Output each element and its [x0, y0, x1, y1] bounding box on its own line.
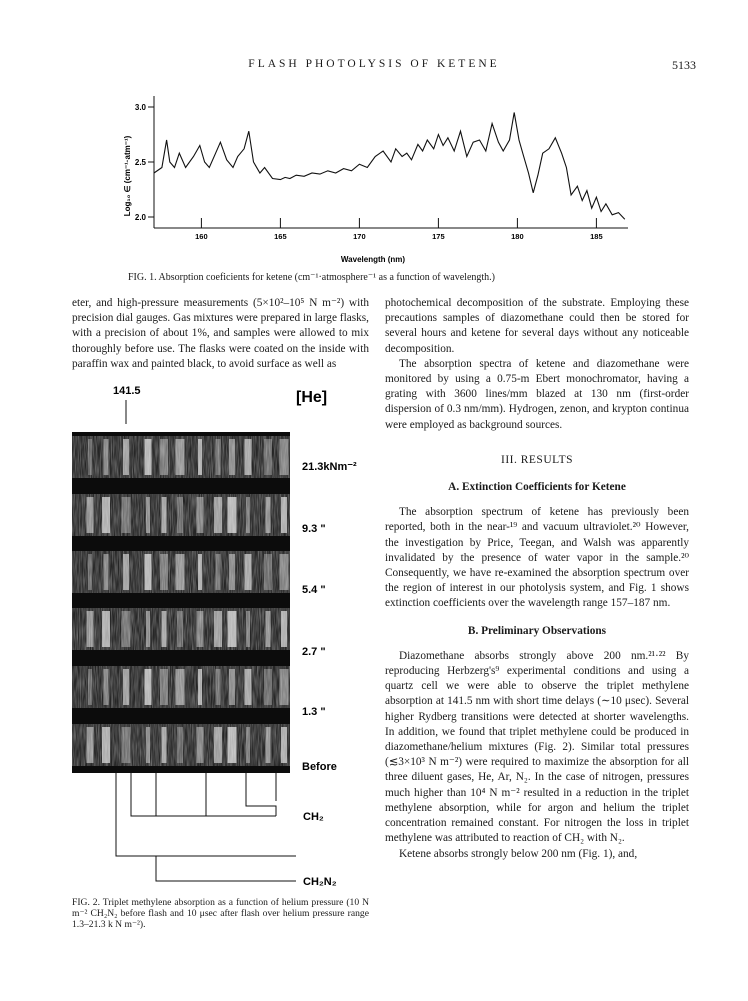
y-tick-label: 2.5	[134, 158, 146, 167]
x-tick-label: 185	[590, 232, 603, 241]
wavelength-label: 141.5	[113, 385, 141, 397]
spectrum-strip	[72, 436, 290, 478]
figure-1-chart	[118, 86, 638, 266]
running-header	[0, 58, 748, 74]
x-tick-label: 165	[274, 232, 287, 241]
spectrum-strip	[72, 551, 290, 593]
figure-2-spectrogram	[66, 376, 376, 891]
y-axis-label: Log₁₀ ∈ (cm⁻¹·atm⁻¹)	[123, 135, 132, 217]
section-title: III. RESULTS	[500, 453, 574, 466]
x-tick-label: 160	[195, 232, 208, 241]
right-paragraph-3: The absorption spectrum of ketene has previously been reported, both in the near-¹⁹ and vacuum ultraviolet.²⁰ However, the investigation by Price, Teegan, and Walsh was apparently invalidated by the presence of water vapor in the sample.²⁰ Consequently, we have re-examined the absorption spectrum over the region of interest in our photolysis system, and Fig. 1 shows extinction coefficients over the wavelength range 157–187 nm.	[385, 506, 689, 610]
spectrogram-plate	[72, 432, 290, 773]
pressure-label: 21.3kNm⁻²	[302, 461, 357, 473]
left-paragraph-1: eter, and high-pressure measurements (5×10²–10⁵ N m⁻²) with precision dial gauges. Gas mixtures were prepared in large flasks, with a precision of about 1%, and samples were allowed to mix thoroughly before use. The flasks were coated on the inside with paraffin wax and painted black, to avoid surface as well as	[72, 297, 369, 370]
ch2-label: CH₂	[303, 811, 324, 823]
x-tick-label: 175	[432, 232, 445, 241]
page-number: 5133	[672, 58, 696, 72]
plate-background	[72, 432, 290, 773]
right-paragraph-4: Diazomethane absorbs strongly above 200 nm.²¹·²² By reproducing Herbzerg's⁹ experimental conditions and using a quartz cell we were able to observe the triplet methylene absorption at 141.5 nm with short time delays (∼10 μsec). Several higher Rydberg transitions were detected at shorter wavelengths. In addition, we found that triplet methylene could be produced in diazomethane/helium mixtures (Fig. 2). Similar total pressures (≲3×10³ N m⁻²) were required to maximize the absorption for all three diluent gases, He, Ar, N₂. In the case of nitrogen, pressures much higher than 10⁴ N m⁻² resulted in a reduction in the triplet methylene absorption, while for argon and helium the triplet concentration remained constant. For nitrogen the loss in triplet methylene was attributed to reaction of CH₂ with N₂.	[385, 649, 689, 845]
spectrum-strip	[72, 666, 290, 708]
chart-ticks	[135, 103, 603, 241]
figure-2-caption: FIG. 2. Triplet methylene absorption as a function of helium pressure (10 N m⁻² CH₂N₂ before flash and 10 μsec after flash over helium pressure range 1.3–21.3 k N m⁻²).	[72, 897, 369, 930]
spectrum-strip	[72, 608, 290, 650]
subsection-a-title: A. Extinction Coefficients for Ketene	[448, 481, 626, 494]
ch2n2-label: CH₂N₂	[303, 876, 337, 888]
absorption-spectrum-line	[154, 113, 625, 220]
pressure-label: 1.3 "	[302, 706, 326, 718]
pressure-label: 5.4 "	[302, 584, 326, 596]
figure-1-caption: FIG. 1. Absorption coeficients for ketene (cm⁻¹·atmosphere⁻¹ as a function of wavelength.)	[128, 272, 495, 283]
left-column	[72, 296, 369, 372]
pressure-label: Before	[302, 761, 337, 773]
spectrum-strip	[72, 724, 290, 766]
pressure-header: [He]	[296, 389, 328, 406]
right-paragraph-2: The absorption spectra of ketene and diazomethane were monitored by using a 0.75-m Ebert monochromator, having a grating with 3600 lines/mm blazed at 130 nm (first-order dispersion of 0.3 nm/mm). Hydrogen, zenon, and krypton continua were employed as background sources.	[385, 357, 689, 431]
x-tick-label: 180	[511, 232, 524, 241]
right-column	[385, 296, 689, 862]
pressure-label: 9.3 "	[302, 523, 326, 535]
x-axis-label: Wavelength (nm)	[340, 255, 406, 264]
pressure-labels	[302, 461, 357, 773]
spectrum-strip	[72, 494, 290, 536]
y-tick-label: 2.0	[134, 213, 146, 222]
right-paragraph-5: Ketene absorbs strongly below 200 nm (Fig. 1), and,	[399, 847, 638, 860]
running-title: FLASH PHOTOLYSIS OF KETENE	[248, 58, 500, 70]
assignment-lines	[116, 773, 296, 881]
y-tick-label: 3.0	[134, 103, 146, 112]
pressure-label: 2.7 "	[302, 646, 326, 658]
x-tick-label: 170	[353, 232, 366, 241]
subsection-b-title: B. Preliminary Observations	[467, 624, 607, 637]
right-paragraph-1: photochemical decomposition of the substrate. Employing these precautions samples of diazomethane could then be stored for several hours and ketene for several days without any noticeable decomposition.	[385, 297, 689, 355]
